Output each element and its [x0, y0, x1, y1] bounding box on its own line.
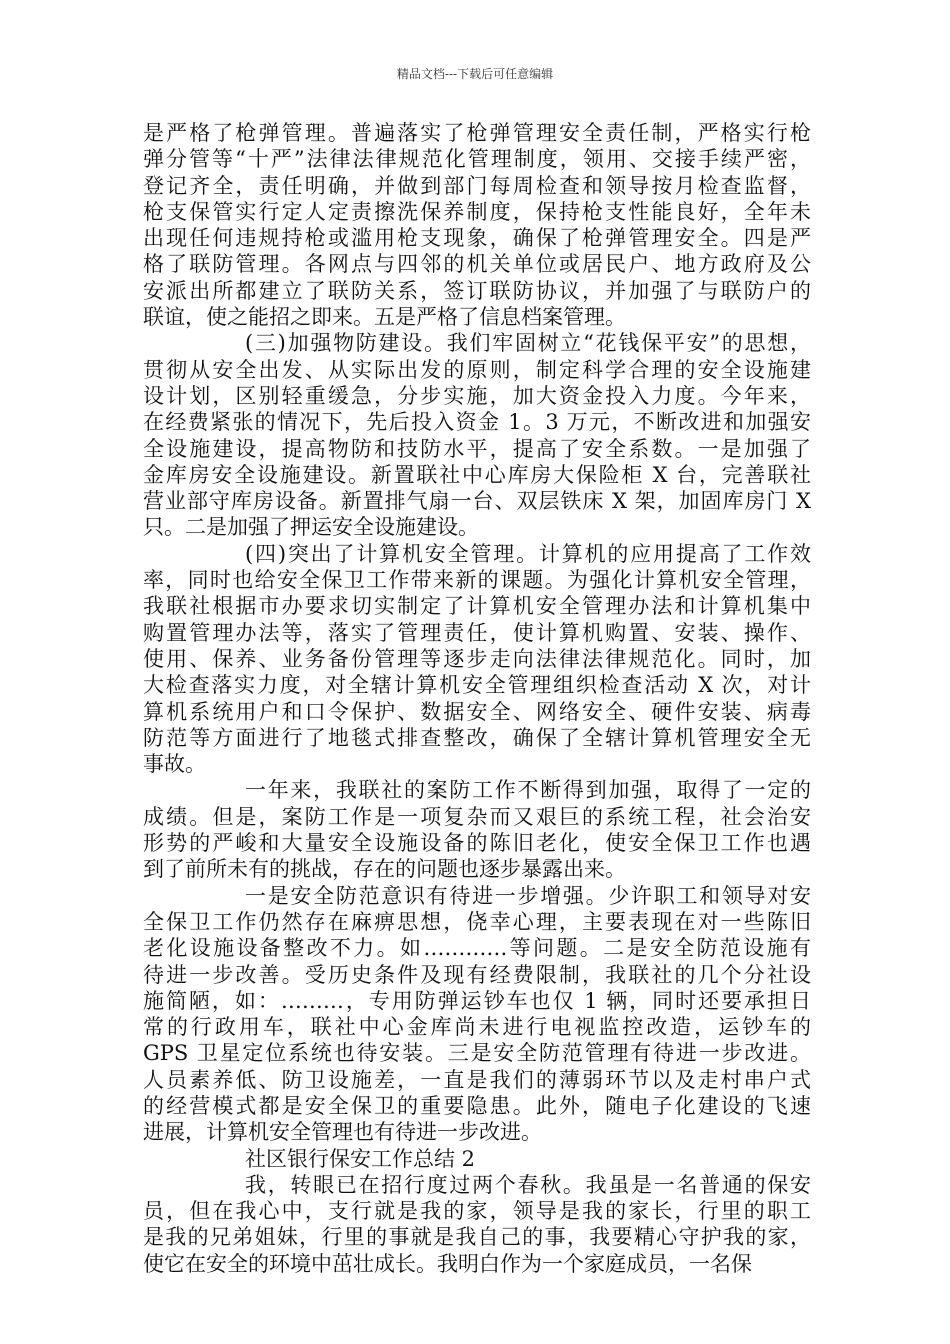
text-line: 防范等方面进行了地毯式排查整改，确保了全辖计算机管理安全无 [143, 725, 811, 750]
text-line: 金库房安全设施建设。新置联社中心库房大保险柜 X 台，完善联社 [143, 462, 811, 487]
text-line: 人员素养低、防卫设施差，一直是我们的薄弱环节以及走村串户式 [143, 1067, 811, 1092]
text-line: 一是安全防范意识有待进一步增强。少许职工和领导对安 [245, 883, 811, 908]
text-line: 营业部守库房设备。新置排气扇一台、双层铁床 X 架，加固库房门 X [143, 489, 811, 514]
text-line: 全保卫工作仍然存在麻痹思想，侥幸心理，主要表现在对一些陈旧 [143, 909, 811, 934]
text-line: 全设施建设，提高物防和技防水平，提高了安全系数。一是加强了 [143, 436, 811, 461]
text-line: 进展，计算机安全管理也有待进一步改进。 [143, 1120, 542, 1145]
page-header: 精品文档---下载后可任意编辑 [396, 67, 554, 81]
text-line: 算机系统用户和口令保护、数据安全、网络安全、硬件安装、病毒 [143, 699, 811, 724]
text-line: 一年来，我联社的案防工作不断得到加强，取得了一定的 [245, 778, 811, 803]
text-line: 购置管理办法等，落实了管理责任，使计算机购置、安装、操作、 [143, 620, 811, 645]
text-line: 老化设施设备整改不力。如…………等问题。二是安全防范设施有 [143, 936, 811, 961]
text-line: 是我的兄弟姐妹，行里的事就是我自己的事，我要精心守护我的家， [143, 1225, 811, 1250]
paragraph [143, 777, 811, 882]
text-line: 形势的严峻和大量安全设施设备的陈旧老化，使安全保卫工作也遇 [143, 831, 811, 856]
text-line: 设计划，区别轻重缓急，分步实施，加大资金投入力度。今年来， [143, 383, 811, 408]
text-line: 我，转眼已在招行度过两个春秋。我虽是一名普通的保安 [245, 1172, 811, 1197]
text-line: 常的行政用车，联社中心金库尚未进行电视监控改造，运钞车的 [143, 1015, 811, 1040]
paragraph [143, 1146, 811, 1172]
paragraph [143, 1172, 811, 1277]
text-line: 贯彻从安全出发、从实际出发的原则，制定科学合理的安全设施建 [143, 357, 811, 382]
paragraph [143, 330, 811, 540]
text-line: 在经费紧张的情况下，先后投入资金 1。3 万元，不断改进和加强安 [143, 410, 811, 435]
paragraph [143, 883, 811, 1146]
text-line: 联谊，使之能招之即来。五是严格了信息档案管理。 [143, 305, 626, 330]
text-line: 社区银行保安工作总结 2 [245, 1146, 476, 1171]
text-line: 的经营模式都是安全保卫的重要隐患。此外，随电子化建设的飞速 [143, 1093, 811, 1118]
text-line: 枪支保管实行定人定责擦洗保养制度，保持枪支性能良好，全年未 [143, 199, 811, 224]
text-line: 只。二是加强了押运安全设施建设。 [143, 515, 479, 540]
text-line: 大检查落实力度，对全辖计算机安全管理组织检查活动 X 次，对计 [143, 673, 811, 698]
text-line: 是严格了枪弹管理。普遍落实了枪弹管理安全责任制，严格实行枪 [143, 121, 811, 145]
paragraph [143, 120, 811, 330]
paragraph [143, 541, 811, 778]
text-line: 安派出所都建立了联防关系，签订联防协议，并加强了与联防户的 [143, 278, 811, 303]
text-line: GPS 卫星定位系统也待安装。三是安全防范管理有待进一步改进。 [143, 1041, 811, 1066]
text-line: (三)加强物防建设。我们牢固树立“花钱保平安”的思想， [245, 331, 811, 356]
text-line: 使它在安全的环境中茁壮成长。我明白作为一个家庭成员，一名保 [143, 1251, 752, 1276]
text-line: 员，但在我心中，支行就是我的家，领导是我的家长，行里的职工 [143, 1199, 811, 1224]
text-line: 事故。 [143, 752, 206, 777]
text-line: 出现任何违规持枪或滥用枪支现象，确保了枪弹管理安全。四是严 [143, 226, 811, 251]
document-body [143, 120, 811, 1277]
text-line: 格了联防管理。各网点与四邻的机关单位或居民户、地方政府及公 [143, 252, 811, 277]
text-line: 到了前所未有的挑战，存在的问题也逐步暴露出来。 [143, 857, 626, 882]
text-line: (四)突出了计算机安全管理。计算机的应用提高了工作效 [245, 541, 811, 566]
text-line: 登记齐全，责任明确，并做到部门每周检查和领导按月检查监督， [143, 173, 811, 198]
text-line: 施简陋，如：………，专用防弹运钞车也仅 1 辆，同时还要承担日 [143, 988, 811, 1013]
text-line: 弹分管等“十严”法律法律规范化管理制度，领用、交接手续严密， [143, 147, 811, 172]
text-line: 成绩。但是，案防工作是一项复杂而又艰巨的系统工程，社会治安 [143, 804, 811, 829]
text-line: 率，同时也给安全保卫工作带来新的课题。为强化计算机安全管理， [143, 568, 811, 593]
text-line: 使用、保养、业务备份管理等逐步走向法律法律规范化。同时，加 [143, 646, 811, 671]
text-line: 待进一步改善。受历史条件及现有经费限制，我联社的几个分社设 [143, 962, 811, 987]
text-line: 我联社根据市办要求切实制定了计算机安全管理办法和计算机集中 [143, 594, 811, 619]
